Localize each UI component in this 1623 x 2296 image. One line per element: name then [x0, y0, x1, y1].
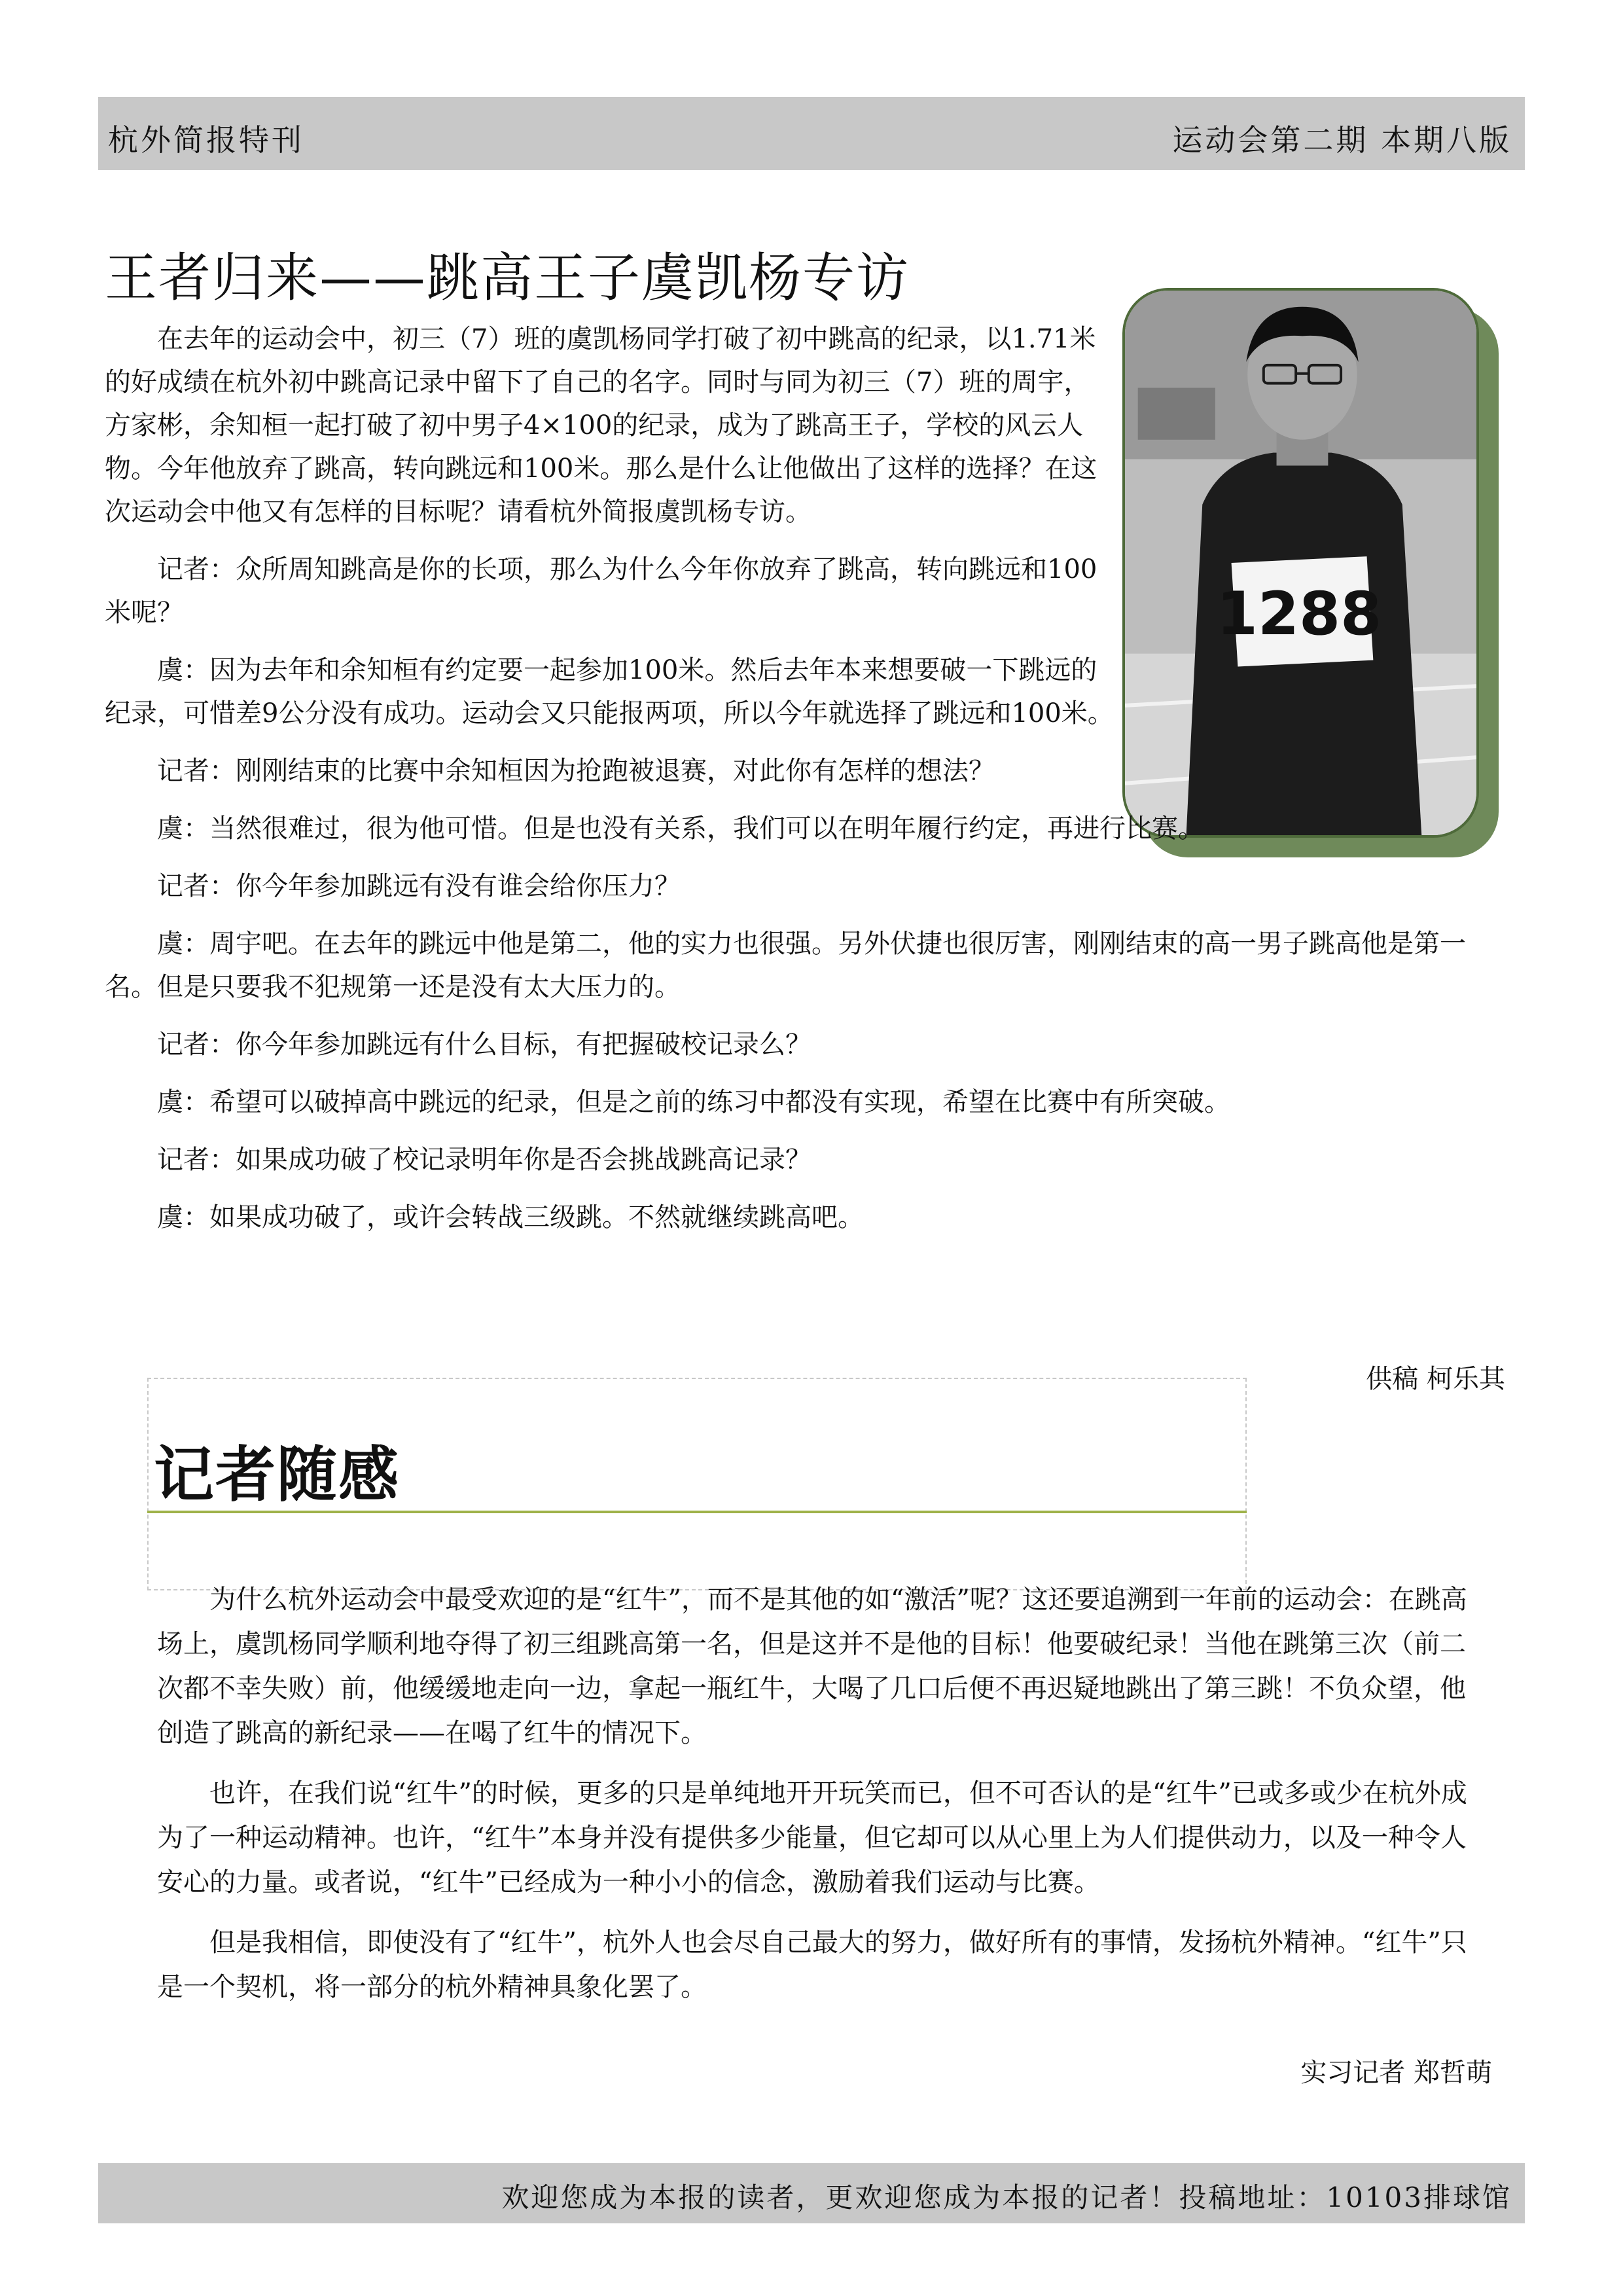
article-paragraph: 记者：刚刚结束的比赛中余知桓因为抢跑被退赛，对此你有怎样的想法？	[157, 756, 995, 786]
article-paragraph: 记者：你今年参加跳远有没有谁会给你压力？	[157, 871, 681, 901]
article-paragraph: 记者：如果成功破了校记录明年你是否会挑战跳高记录？	[157, 1145, 812, 1175]
race-bib-number: 1288	[1216, 579, 1382, 649]
issue-info: 运动会第二期 本期八版	[1172, 122, 1512, 158]
essay-paragraph: 为什么杭外运动会中最受欢迎的是“红牛”，而不是其他的如“激活”呢？这还要追溯到一年前的运动会：在跳高场上，虞凯杨同学顺利地夺得了初三组跳高第一名，但是这并不是他的目标！他要破纪录！当他在跳第三次（前二次都不幸失败）前，他缓缓地走向一边，拿起一瓶红牛，大喝了几口后便不再迟疑地跳出了第三跳！不负众望，他创造了跳高的新纪录——在喝了红牛的情况下。	[157, 1585, 1467, 1748]
article-paragraph: 虞：因为去年和余知桓有约定要一起参加100米。然后去年本来想要破一下跳远的纪录，可惜差9公分没有成功。运动会又只能报两项，所以今年就选择了跳远和100米。	[105, 655, 1114, 728]
article-byline: 供稿 柯乐其	[1366, 1364, 1505, 1394]
footer-message: 欢迎您成为本报的读者，更欢迎您成为本报的记者！投稿地址：10103排球馆	[501, 2181, 1512, 2214]
article-paragraph: 在去年的运动会中，初三（7）班的虞凯杨同学打破了初中跳高的纪录，以1.71米的好成绩在杭外初中跳高记录中留下了自己的名字。同时与同为初三（7）班的周宇，方家彬，余知桓一起打破了初中男子4×100的纪录，成为了跳高王子，学校的风云人物。今年他放弃了跳高，转向跳远和100米。那么是什么让他做出了这样的选择？在这次运动会中他又有怎样的目标呢？请看杭外简报虞凯杨专访。	[105, 324, 1097, 527]
section-divider	[147, 1511, 1247, 1513]
article-paragraph: 记者：众所周知跳高是你的长项，那么为什么今年你放弃了跳高，转向跳远和100米呢？	[105, 554, 1097, 628]
article-headline: 王者归来——跳高王子虞凯杨专访	[105, 247, 910, 308]
essay-paragraph: 也许，在我们说“红牛”的时候，更多的只是单纯地开开玩笑而已，但不可否认的是“红牛”已或多或少在杭外成为了一种运动精神。也许，“红牛”本身并没有提供多少能量，但它却可以从心里上为人们提供动力，以及一种令人安心的力量。或者说，“红牛”已经成为一种小小的信念，激励着我们运动与比赛。	[157, 1778, 1467, 1897]
essay-byline: 实习记者 郑哲萌	[1300, 2058, 1492, 2088]
essay-body	[157, 1577, 1472, 2025]
article-paragraph: 虞：希望可以破掉高中跳远的纪录，但是之前的练习中都没有实现，希望在比赛中有所突破。	[157, 1087, 1230, 1117]
essay-paragraph: 但是我相信，即使没有了“红牛”，杭外人也会尽自己最大的努力，做好所有的事情，发扬杭外精神。“红牛”只是一个契机，将一部分的杭外精神具象化罢了。	[157, 1928, 1467, 2002]
section-title: 记者随感	[154, 1440, 401, 1510]
article-paragraph: 虞：如果成功破了，或许会转战三级跳。不然就继续跳高吧。	[157, 1202, 864, 1232]
article-paragraph: 虞：当然很难过，很为他可惜。但是也没有关系，我们可以在明年履行约定，再进行比赛。	[157, 814, 1204, 844]
article-paragraph: 记者：你今年参加跳远有什么目标，有把握破校记录么？	[157, 1030, 812, 1060]
newsletter-name: 杭外简报特刊	[108, 122, 304, 158]
article-paragraph: 虞：周宇吧。在去年的跳远中他是第二，他的实力也很强。另外伏捷也很厉害，刚刚结束的高一男子跳高他是第一名。但是只要我不犯规第一还是没有太大压力的。	[105, 929, 1466, 1002]
